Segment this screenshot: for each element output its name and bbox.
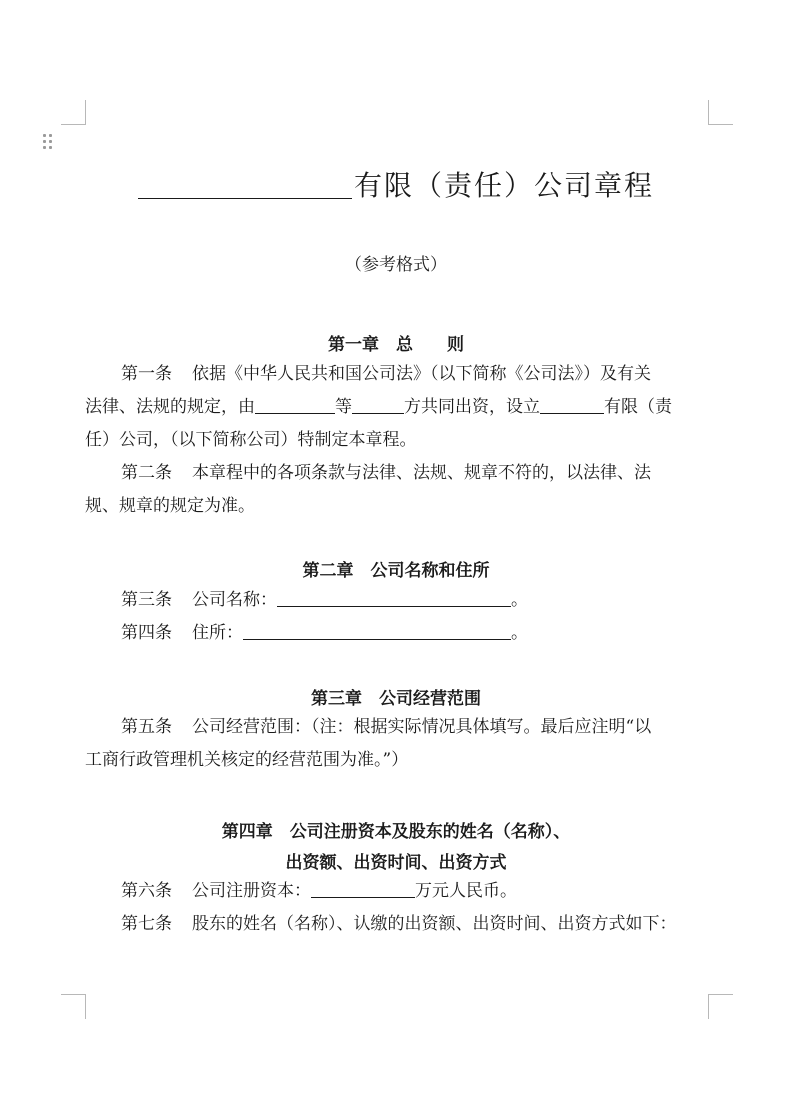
chapter2-heading: 第二章 公司名称和住所: [302, 561, 490, 581]
chapter4-heading-line2: 出资额、出资时间、出资方式: [285, 853, 507, 873]
article2-label: 第二条: [121, 463, 172, 483]
article3-end: 。: [511, 590, 528, 610]
registered-capital-field[interactable]: [311, 879, 415, 898]
company-name-field[interactable]: [277, 588, 511, 607]
article4-text: 住所：: [192, 623, 243, 643]
party-count-blank: [352, 395, 404, 414]
article5-line1: 公司经营范围：（注：根据实际情况具体填写。最后应注明“以: [192, 717, 652, 737]
crop-mark-top-left: [61, 100, 86, 125]
address-field[interactable]: [243, 621, 511, 640]
article3-label: 第三条: [121, 590, 172, 610]
article2-line2: 规、规章的规定为准。: [85, 496, 255, 516]
article5: [85, 711, 707, 777]
company-name-blank: [138, 170, 352, 199]
chapter1-heading: 第一章 总 则: [328, 335, 464, 355]
article6-text: 公司注册资本：: [192, 881, 311, 901]
document-subtitle: （参考格式）: [345, 255, 447, 275]
article6-7: [85, 875, 707, 941]
document-title: [85, 164, 707, 204]
article1-line1: 依据《中华人民共和国公司法》（以下简称《公司法》）及有关: [192, 364, 651, 384]
title-text: 有限（责任）公司章程: [353, 169, 654, 202]
crop-mark-top-right: [708, 100, 733, 125]
article3: [85, 584, 707, 650]
article2-line1: 本章程中的各项条款与法律、法规、规章不符的，以法律、法: [192, 463, 651, 483]
article4-end: 。: [511, 623, 528, 643]
article4-label: 第四条: [121, 623, 172, 643]
chapter4-heading-line1: 第四章 公司注册资本及股东的姓名（名称）、: [221, 822, 571, 842]
article1-line2a: 法律、法规的规定，由: [85, 397, 255, 417]
article5-label: 第五条: [121, 717, 172, 737]
article7-label: 第七条: [121, 914, 172, 934]
article1: [85, 358, 707, 457]
company-blank: [540, 395, 604, 414]
chapter3-heading: 第三章 公司经营范围: [311, 689, 481, 709]
article5-line2: 工商行政管理机关核定的经营范围为准。”）: [85, 750, 409, 770]
drag-handle-icon[interactable]: [43, 134, 53, 150]
article6-label: 第六条: [121, 881, 172, 901]
article6-end: 万元人民币。: [415, 881, 517, 901]
article1-line2c: 方共同出资，设立: [404, 397, 540, 417]
article2: [85, 457, 707, 523]
crop-mark-bottom-left: [61, 994, 86, 1019]
article1-label: 第一条: [121, 364, 172, 384]
founder-blank: [255, 395, 335, 414]
crop-mark-bottom-right: [708, 994, 733, 1019]
article1-line3: 任）公司，（以下简称公司）特制定本章程。: [85, 430, 417, 450]
article1-line2d: 有限（责: [604, 397, 672, 417]
article1-line2b: 等: [335, 397, 352, 417]
article7-text: 股东的姓名（名称）、认缴的出资额、出资时间、出资方式如下：: [192, 914, 677, 934]
article3-text: 公司名称：: [192, 590, 277, 610]
